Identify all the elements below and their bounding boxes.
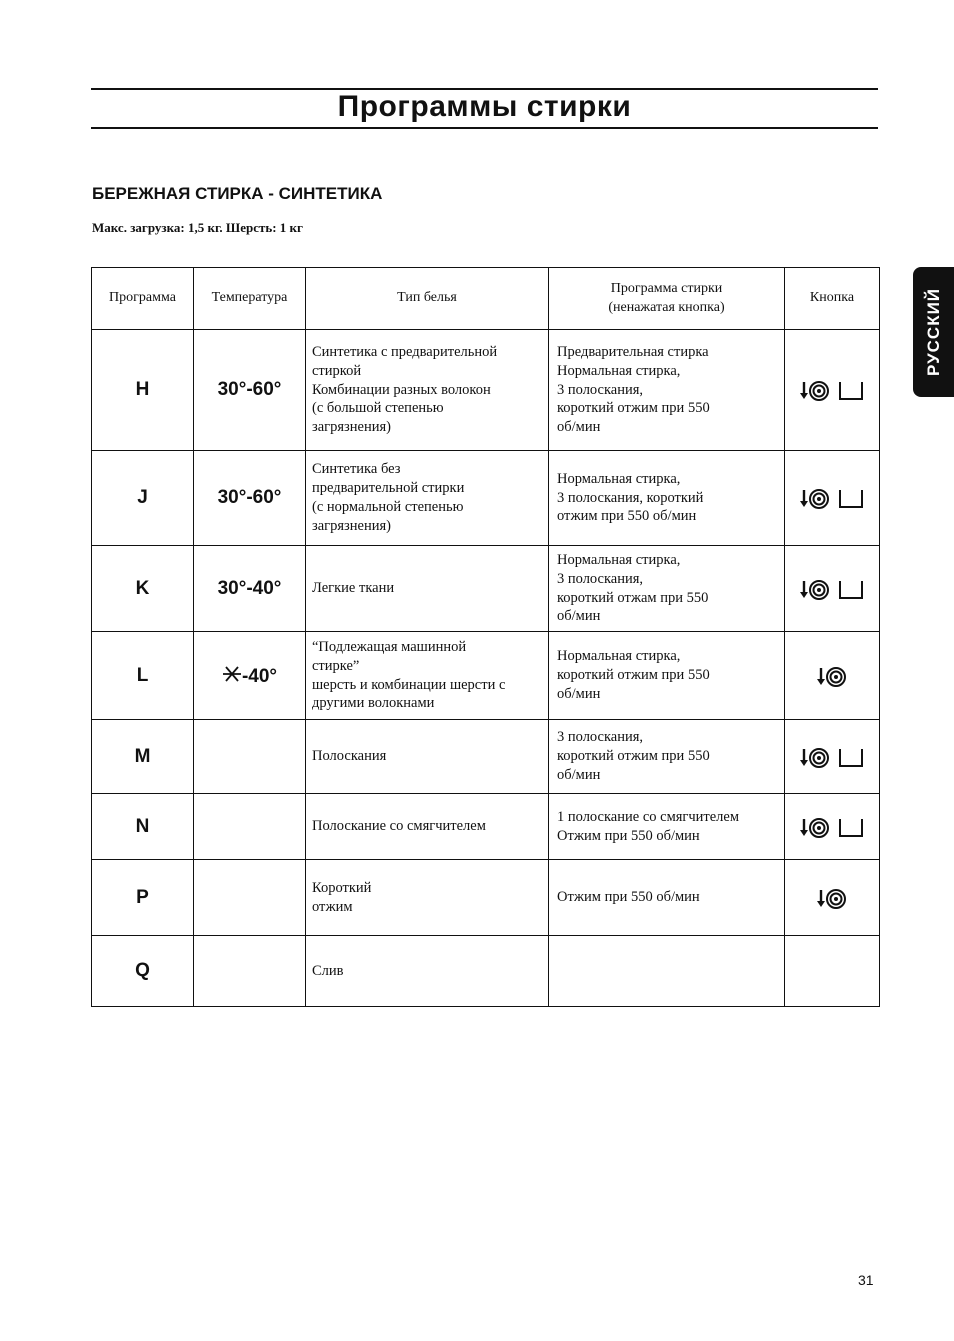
cycle-line: 1 полоскание со смягчителем: [557, 808, 740, 825]
wash-cycle: [549, 632, 785, 720]
fabric-line: “Подлежащая машинной: [312, 638, 467, 655]
table-row: [92, 794, 880, 860]
program-code: H: [92, 330, 194, 451]
wash-cycle: [549, 860, 785, 936]
program-code: P: [92, 860, 194, 936]
temperature-range: [194, 720, 306, 794]
fabric-type: [306, 720, 549, 794]
fabric-line: Полоскание со смягчителем: [312, 818, 486, 835]
short-spin-icon: [800, 745, 830, 769]
cycle-line: Нормальная стирка,: [557, 648, 681, 665]
fabric-type: [306, 451, 549, 546]
cycle-line: Нормальная стирка,: [557, 551, 681, 568]
table-row: [92, 546, 880, 632]
cycle-line: Отжим при 550 об/мин: [557, 889, 700, 906]
fabric-line: Слив: [312, 962, 344, 979]
temperature-range: 30°-60°: [194, 451, 306, 546]
button-symbols: [785, 794, 880, 860]
table-header-row: [92, 268, 880, 330]
cycle-line: 3 полоскания,: [557, 570, 644, 587]
button-symbols: [785, 720, 880, 794]
program-code: N: [92, 794, 194, 860]
fabric-line: (с нормальной степенью: [312, 499, 464, 515]
short-spin-icon: [817, 886, 847, 910]
program-code: Q: [92, 936, 194, 1007]
cycle-line: короткий отжам при 550: [557, 589, 709, 606]
fabric-type: [306, 936, 549, 1007]
fabric-type: [306, 794, 549, 860]
program-code: L: [92, 632, 194, 720]
language-tab-label: РУССКИЙ: [923, 287, 943, 377]
button-symbols: [785, 860, 880, 936]
cycle-line: короткий отжим при 550: [557, 748, 710, 765]
cycle-line: 3 полоскания,: [557, 381, 644, 398]
table-row: [92, 451, 880, 546]
temperature-range: 30°-40°: [194, 546, 306, 632]
wash-cycle: [549, 720, 785, 794]
cycle-line: об/мин: [557, 419, 601, 436]
cycle-line: об/мин: [557, 608, 601, 625]
button-symbols: [785, 330, 880, 451]
section-title: БЕРЕЖНАЯ СТИРКА - СИНТЕТИКА: [92, 184, 383, 203]
page-number: 31: [858, 1272, 874, 1288]
wash-cycle: [549, 794, 785, 860]
header-program: Программа: [92, 268, 194, 330]
fabric-type: [306, 546, 549, 632]
fabric-line: Синтетика с предварительной: [312, 343, 498, 360]
language-tab: [913, 267, 954, 397]
cold-wash-icon: [222, 664, 242, 684]
fabric-line: предварительной стирки: [312, 480, 465, 497]
short-spin-icon: [800, 815, 830, 839]
cycle-line: отжим при 550 об/мин: [557, 508, 697, 525]
drum-tub-icon: [838, 379, 864, 401]
short-spin-icon: [800, 486, 830, 510]
page-title: Программы стирки: [337, 90, 632, 123]
button-symbols: [785, 546, 880, 632]
fabric-line: загрязнения): [312, 517, 391, 534]
title-bottom-rule: [91, 127, 878, 129]
fabric-line: отжим: [312, 898, 353, 915]
cycle-line: об/мин: [557, 766, 601, 783]
wash-cycle: [549, 451, 785, 546]
max-load-note: Макс. загрузка: 1,5 кг. Шерсть: 1 кг: [92, 220, 303, 235]
wash-cycle: [549, 936, 785, 1007]
cycle-line: 3 полоскания, короткий: [557, 489, 704, 506]
button-symbols: [785, 632, 880, 720]
short-spin-icon: [817, 664, 847, 688]
cycle-line: 3 полоскания,: [557, 729, 644, 746]
fabric-line: стирке”: [312, 657, 360, 674]
temperature-range: [194, 860, 306, 936]
drum-tub-icon: [838, 746, 864, 768]
fabric-line: Синтетика без: [312, 461, 401, 478]
program-code: M: [92, 720, 194, 794]
table-row: [92, 720, 880, 794]
fabric-line: Легкие ткани: [312, 580, 395, 597]
drum-tub-icon: [838, 487, 864, 509]
cycle-line: Предварительная стирка: [557, 343, 709, 360]
fabric-type: [306, 330, 549, 451]
wash-program-table: [91, 267, 880, 1007]
program-code: K: [92, 546, 194, 632]
fabric-line: (с большой степенью: [312, 400, 444, 417]
cycle-line: Отжим при 550 об/мин: [557, 827, 700, 844]
button-symbols: [785, 451, 880, 546]
program-code: J: [92, 451, 194, 546]
short-spin-icon: [800, 577, 830, 601]
fabric-type: [306, 860, 549, 936]
temperature-range: 30°-60°: [194, 330, 306, 451]
temperature-value: -40°: [241, 665, 278, 687]
header-wash-cycle-line1: Программа стирки: [610, 281, 723, 297]
temperature-range: [194, 632, 306, 720]
cycle-line: Нормальная стирка,: [557, 362, 681, 379]
header-button: Кнопка: [785, 268, 880, 330]
fabric-type: [306, 632, 549, 720]
drum-tub-icon: [838, 816, 864, 838]
short-spin-icon: [800, 378, 830, 402]
table-row: [92, 936, 880, 1007]
header-wash-cycle-line2: (ненажатая кнопка): [608, 299, 725, 315]
drum-tub-icon: [838, 578, 864, 600]
table-row: [92, 330, 880, 451]
cycle-line: короткий отжим при 550: [557, 667, 710, 684]
fabric-line: Комбинации разных волокон: [312, 381, 491, 398]
header-temperature: Температура: [194, 268, 306, 330]
button-symbols: [785, 936, 880, 1007]
fabric-line: шерсть и комбинации шерсти с: [312, 676, 506, 693]
fabric-line: Полоскания: [312, 748, 387, 765]
temperature-range: [194, 936, 306, 1007]
table-row: [92, 860, 880, 936]
header-wash-cycle: [549, 268, 785, 330]
cycle-line: об/мин: [557, 685, 601, 702]
fabric-line: загрязнения): [312, 419, 391, 436]
fabric-line: другими волокнами: [312, 695, 435, 712]
cycle-line: Нормальная стирка,: [557, 470, 681, 487]
fabric-line: Короткий: [312, 879, 372, 896]
wash-cycle: [549, 330, 785, 451]
cycle-line: короткий отжим при 550: [557, 400, 710, 417]
temperature-range: [194, 794, 306, 860]
fabric-line: стиркой: [312, 362, 362, 379]
table-row: [92, 632, 880, 720]
header-fabric-type: Тип белья: [306, 268, 549, 330]
wash-cycle: [549, 546, 785, 632]
